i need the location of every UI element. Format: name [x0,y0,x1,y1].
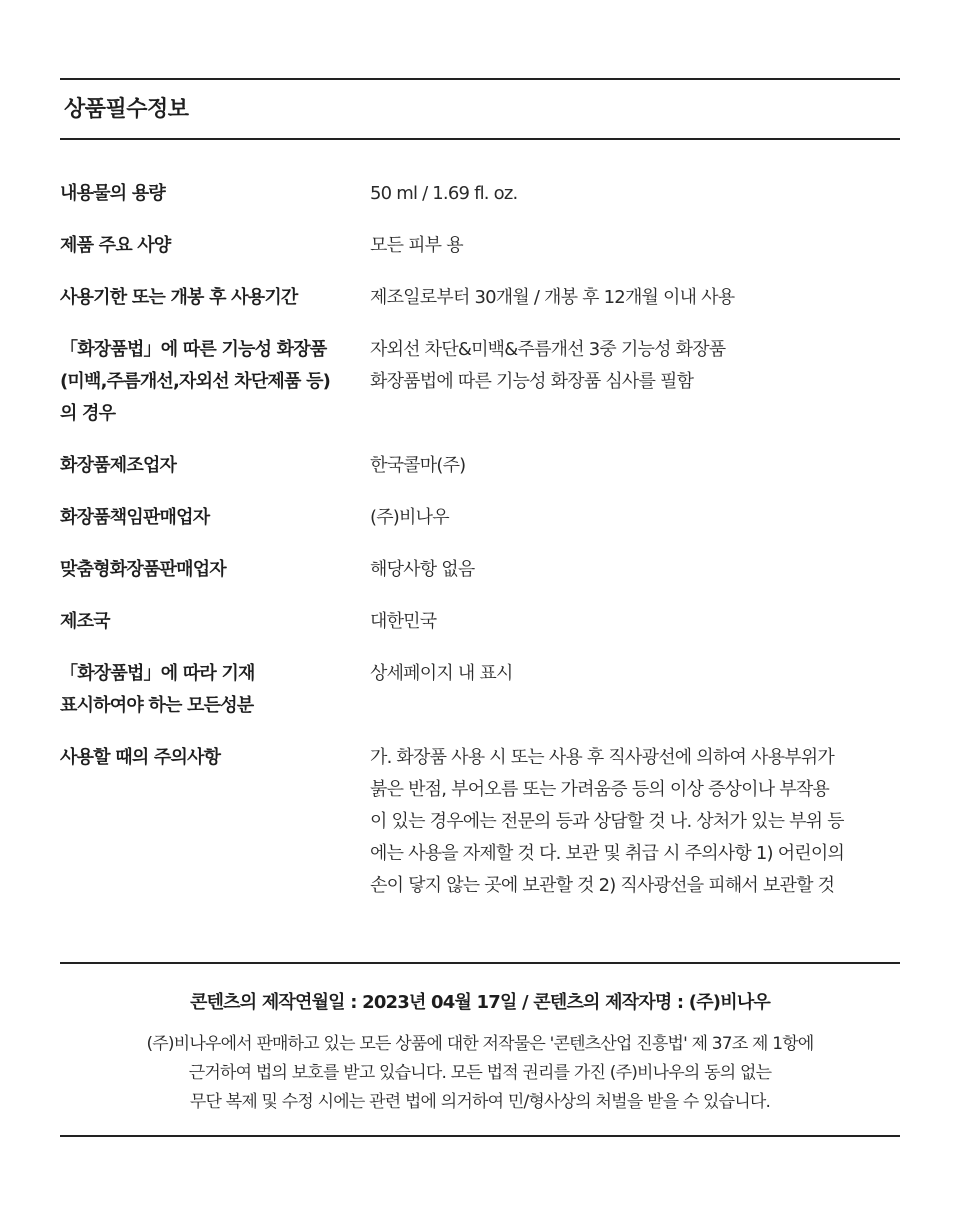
copyright-notice-line: 무단 복제 및 수정 시에는 관련 법에 의거하여 민/형사상의 처벌을 받을 수 있습니다. [189,1092,771,1112]
info-value [370,554,900,586]
section-title: 상품필수정보 [64,97,189,122]
info-row [60,606,900,638]
copyright-notice-line: (주)비나우에서 판매하고 있는 모든 상품에 대한 저작물은 '콘텐츠산업 진흥법' 제 37조 제 1항에 [146,1034,814,1054]
footer-top-divider [60,962,900,964]
info-row [60,450,900,482]
info-label-line: 의 경우 [60,403,116,424]
info-value [370,282,900,314]
info-label [60,282,370,314]
info-label-line: 사용기한 또는 개봉 후 사용기간 [60,287,298,308]
info-row [60,554,900,586]
info-value [370,742,900,902]
info-label-line: 화장품제조업자 [60,455,177,476]
product-info-section [60,0,900,922]
info-table [60,178,900,902]
info-row [60,742,900,902]
info-label-line: 「화장품법」에 따라 기재 [60,663,255,684]
info-row [60,658,900,722]
info-label [60,334,370,430]
info-label-line: (미백,주름개선,자외선 차단제품 등) [60,371,331,392]
content-production-info: 콘텐츠의 제작연월일 : 2023년 04월 17일 / 콘텐츠의 제작자명 : (주)비나우 [190,992,770,1013]
info-label [60,502,370,534]
info-label [60,554,370,586]
info-label [60,606,370,638]
info-value-line: 대한민국 [370,611,437,632]
info-value-line: 모든 피부 용 [370,235,463,256]
info-label [60,178,370,210]
info-value-line: 상세페이지 내 표시 [370,663,513,684]
info-value-line: 이 있는 경우에는 전문의 등과 상담할 것 나. 상처가 있는 부위 등 [370,811,844,832]
info-value [370,450,900,482]
copyright-notice-line: 근거하여 법의 보호를 받고 있습니다. 모든 법적 권리를 가진 (주)비나우의 동의 없는 [188,1063,772,1083]
info-value [370,658,900,690]
info-value-line: 한국콜마(주) [370,455,466,476]
info-value [370,334,900,398]
copyright-notice [60,1030,900,1117]
info-row [60,282,900,314]
info-label-line: 사용할 때의 주의사항 [60,747,221,768]
info-value-line: 화장품법에 따른 기능성 화장품 심사를 필함 [370,371,694,392]
info-value [370,178,900,210]
info-value-line: (주)비나우 [370,507,449,528]
info-value-line: 붉은 반점, 부어오름 또는 가려움증 등의 이상 증상이나 부작용 [370,779,829,800]
info-value-line: 손이 닿지 않는 곳에 보관할 것 2) 직사광선을 피해서 보관할 것 [370,875,835,896]
info-value-line: 자외선 차단&미백&주름개선 3중 기능성 화장품 [370,339,726,360]
copyright-footer [60,962,900,1117]
info-label-line: 제조국 [60,611,110,632]
info-row [60,178,900,210]
info-label-line: 맞춤형화장품판매업자 [60,559,226,580]
info-label-line: 제품 주요 사양 [60,235,171,256]
info-row [60,230,900,262]
info-label [60,742,370,774]
info-value-line: 에는 사용을 자제할 것 다. 보관 및 취급 시 주의사항 1) 어린이의 [370,843,845,864]
info-label [60,450,370,482]
info-label [60,230,370,262]
info-value-line: 가. 화장품 사용 시 또는 사용 후 직사광선에 의하여 사용부위가 [370,747,834,768]
info-value [370,502,900,534]
info-label-line: 표시하여야 하는 모든성분 [60,695,254,716]
info-value-line: 제조일로부터 30개월 / 개봉 후 12개월 이내 사용 [370,287,735,308]
info-row [60,502,900,534]
info-row [60,334,900,430]
info-value [370,230,900,262]
info-value-line: 해당사항 없음 [370,559,475,580]
info-label-line: 「화장품법」에 따른 기능성 화장품 [60,339,327,360]
title-divider [60,138,900,140]
info-value-line: 50 ml / 1.69 fl. oz. [370,183,518,204]
info-value [370,606,900,638]
footer-bottom-divider [60,1135,900,1137]
info-label-line: 화장품책임판매업자 [60,507,210,528]
info-label [60,658,370,722]
info-label-line: 내용물의 용량 [60,183,165,204]
